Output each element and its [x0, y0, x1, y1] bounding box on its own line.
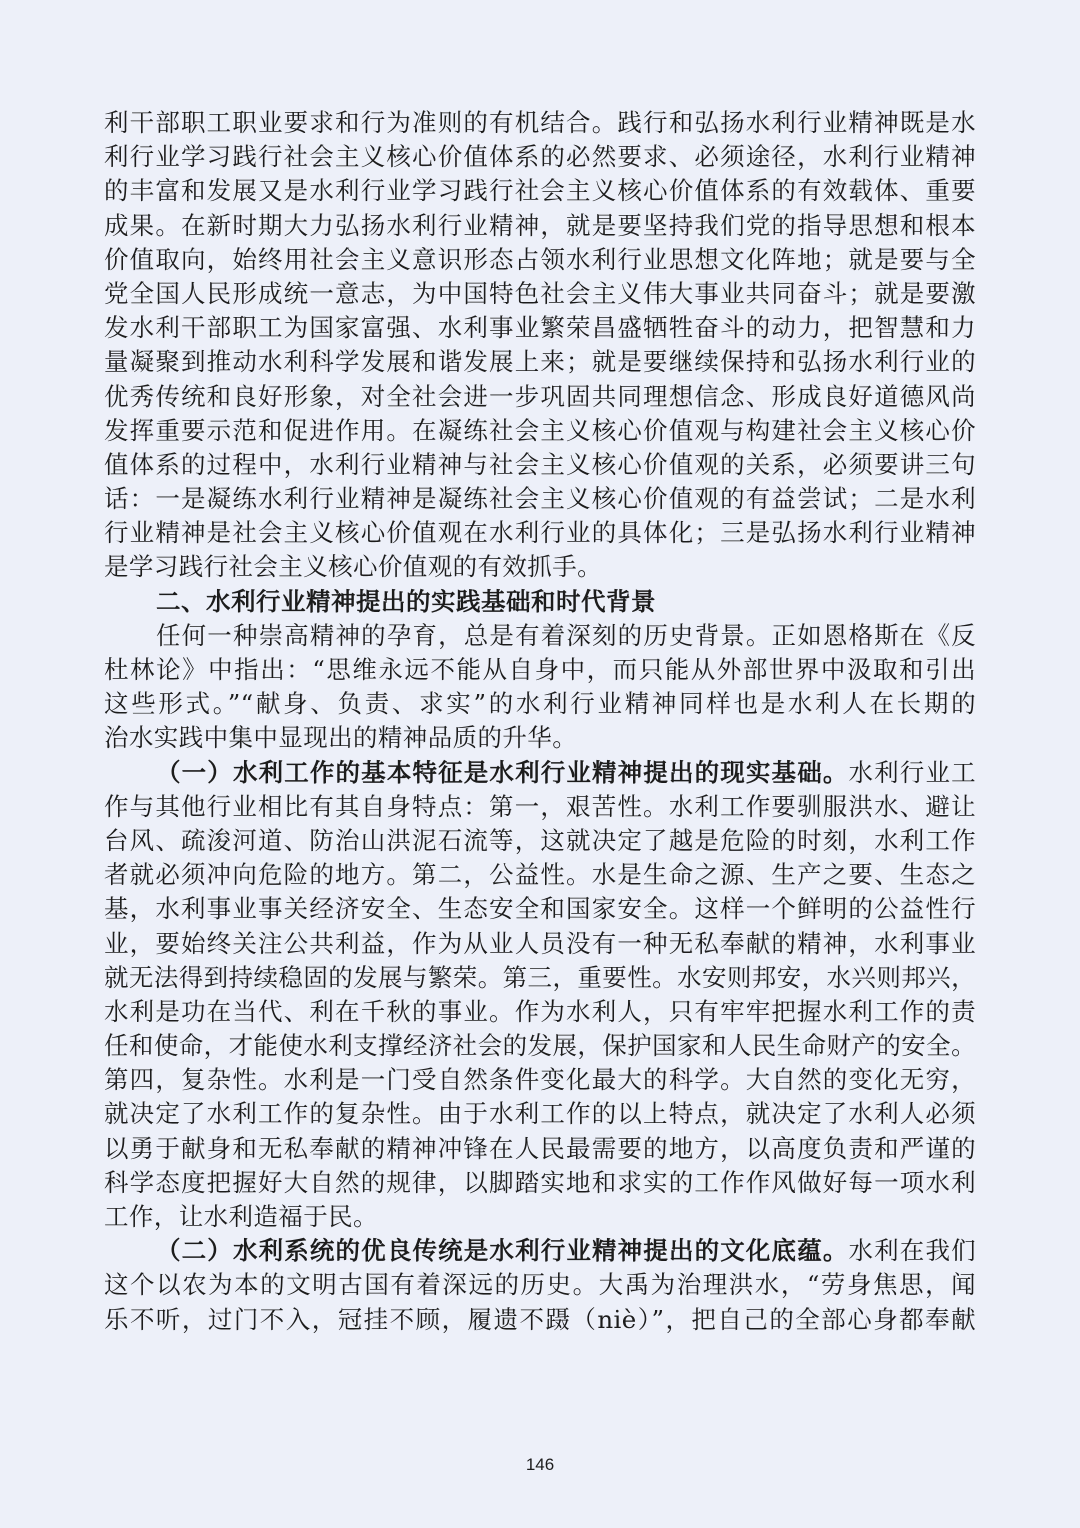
- text-line: 以勇于献身和无私奉献的精神冲锋在人民最需要的地方，以高度负责和严谨的: [104, 1133, 976, 1163]
- paragraph-fine-traditions: [104, 1234, 976, 1337]
- text-line: 基，水利事业事关经济安全、生态安全和国家安全。这样一个鲜明的公益性行: [104, 894, 976, 924]
- paragraph-work-characteristics: [104, 756, 976, 1235]
- text-line: 作与其他行业相比有其自身特点：第一，艰苦性。水利工作要驯服洪水、避让: [104, 791, 976, 821]
- text-line: 者就必须冲向危险的地方。第二，公益性。水是生命之源、生产之要、生态之: [104, 860, 976, 890]
- text-line: 的丰富和发展又是水利行业学习践行社会主义核心价值体系的有效载体、重要: [104, 176, 976, 206]
- text-line: 话：一是凝练水利行业精神是凝练社会主义核心价值观的有益尝试；二是水利: [104, 484, 976, 514]
- text-line: 第四，复杂性。水利是一门受自然条件变化最大的科学。大自然的变化无穷，: [104, 1065, 976, 1095]
- text-line: 任和使命，才能使水利支撑经济社会的发展，保护国家和人民生命财产的安全。: [104, 1031, 976, 1061]
- subsection-lead: （二）水利系统的优良传统是水利行业精神提出的文化底蕴。: [156, 1236, 849, 1266]
- text-line: 治水实践中集中显现出的精神品质的升华。: [104, 723, 578, 753]
- subsection-lead: （一）水利工作的基本特征是水利行业精神提出的现实基础。: [156, 757, 849, 787]
- text-line: 利干部职工职业要求和行为准则的有机结合。践行和弘扬水利行业精神既是水: [104, 108, 976, 137]
- text-line: 成果。在新时期大力弘扬水利行业精神，就是要坚持我们党的指导思想和根本: [104, 210, 976, 240]
- text-line: 量凝聚到推动水利科学发展和谐发展上来；就是要继续保持和弘扬水利行业的: [104, 347, 976, 377]
- text-line: [104, 756, 976, 790]
- text-line: 党全国人民形成统一意志，为中国特色社会主义伟大事业共同奋斗；就是要激: [104, 278, 976, 308]
- text-line: 科学态度把握好大自然的规律，以脚踏实地和求实的工作作风做好每一项水利: [104, 1167, 976, 1197]
- text-line: 这个以农为本的文明古国有着深远的历史。大禹为治理洪水，“劳身焦思，闻: [104, 1270, 976, 1300]
- text-line: 值体系的过程中，水利行业精神与社会主义核心价值观的关系，必须要讲三句: [104, 449, 976, 479]
- text-line: 乐不听，过门不入，冠挂不顾，履遗不蹑（niè）”，把自己的全部心身都奉献: [104, 1304, 976, 1334]
- text-line: 优秀传统和良好形象，对全社会进一步巩固共同理想信念、形成良好道德风尚: [104, 381, 976, 411]
- text-line: 业，要始终关注公共利益，作为从业人员没有一种无私奉献的精神，水利事业: [104, 928, 976, 958]
- text-line: 就无法得到持续稳固的发展与繁荣。第三，重要性。水安则邦安，水兴则邦兴，: [104, 962, 976, 992]
- text-line: 是学习践行社会主义核心价值观的有效抓手。: [104, 552, 602, 582]
- paragraph-historical-background: [104, 619, 976, 756]
- text-line: 任何一种崇高精神的孕育，总是有着深刻的历史背景。正如恩格斯在《反: [156, 620, 976, 650]
- text-line: [104, 1234, 976, 1268]
- text-line: 就决定了水利工作的复杂性。由于水利工作的以上特点，就决定了水利人必须: [104, 1099, 976, 1129]
- text-line: 价值取向，始终用社会主义意识形态占领水利行业思想文化阵地；就是要与全: [104, 244, 976, 274]
- text-line: 发水利干部职工为国家富强、水利事业繁荣昌盛牺牲奋斗的动力，把智慧和力: [104, 313, 976, 343]
- text-line: 水利是功在当代、利在千秋的事业。作为水利人，只有牢牢把握水利工作的责: [104, 996, 976, 1026]
- text-line: 这些形式。”“献身、负责、求实”的水利行业精神同样也是水利人在长期的: [104, 689, 976, 719]
- text-line: 台风、疏浚河道、防治山洪泥石流等，这就决定了越是危险的时刻，水利工作: [104, 825, 976, 855]
- page-body: [104, 106, 976, 1337]
- text-line: 杜林论》中指出：“思维永远不能从自身中，而只能从外部世界中汲取和引出: [104, 655, 976, 684]
- section-heading: 二、水利行业精神提出的实践基础和时代背景: [156, 586, 656, 616]
- text-run: 水利行业工: [848, 757, 976, 787]
- text-line: 工作，让水利造福于民。: [104, 1202, 378, 1231]
- text-run: 水利在我们: [848, 1236, 976, 1266]
- text-line: 利行业学习践行社会主义核心价值体系的必然要求、必须途径，水利行业精神: [104, 142, 976, 172]
- paragraph-values-relationship: [104, 106, 976, 585]
- text-line: 发挥重要示范和促进作用。在凝练社会主义核心价值观与构建社会主义核心价: [104, 415, 976, 445]
- text-line: 行业精神是社会主义核心价值观在水利行业的具体化；三是弘扬水利行业精神: [104, 518, 976, 548]
- page-number: 146: [525, 1455, 555, 1474]
